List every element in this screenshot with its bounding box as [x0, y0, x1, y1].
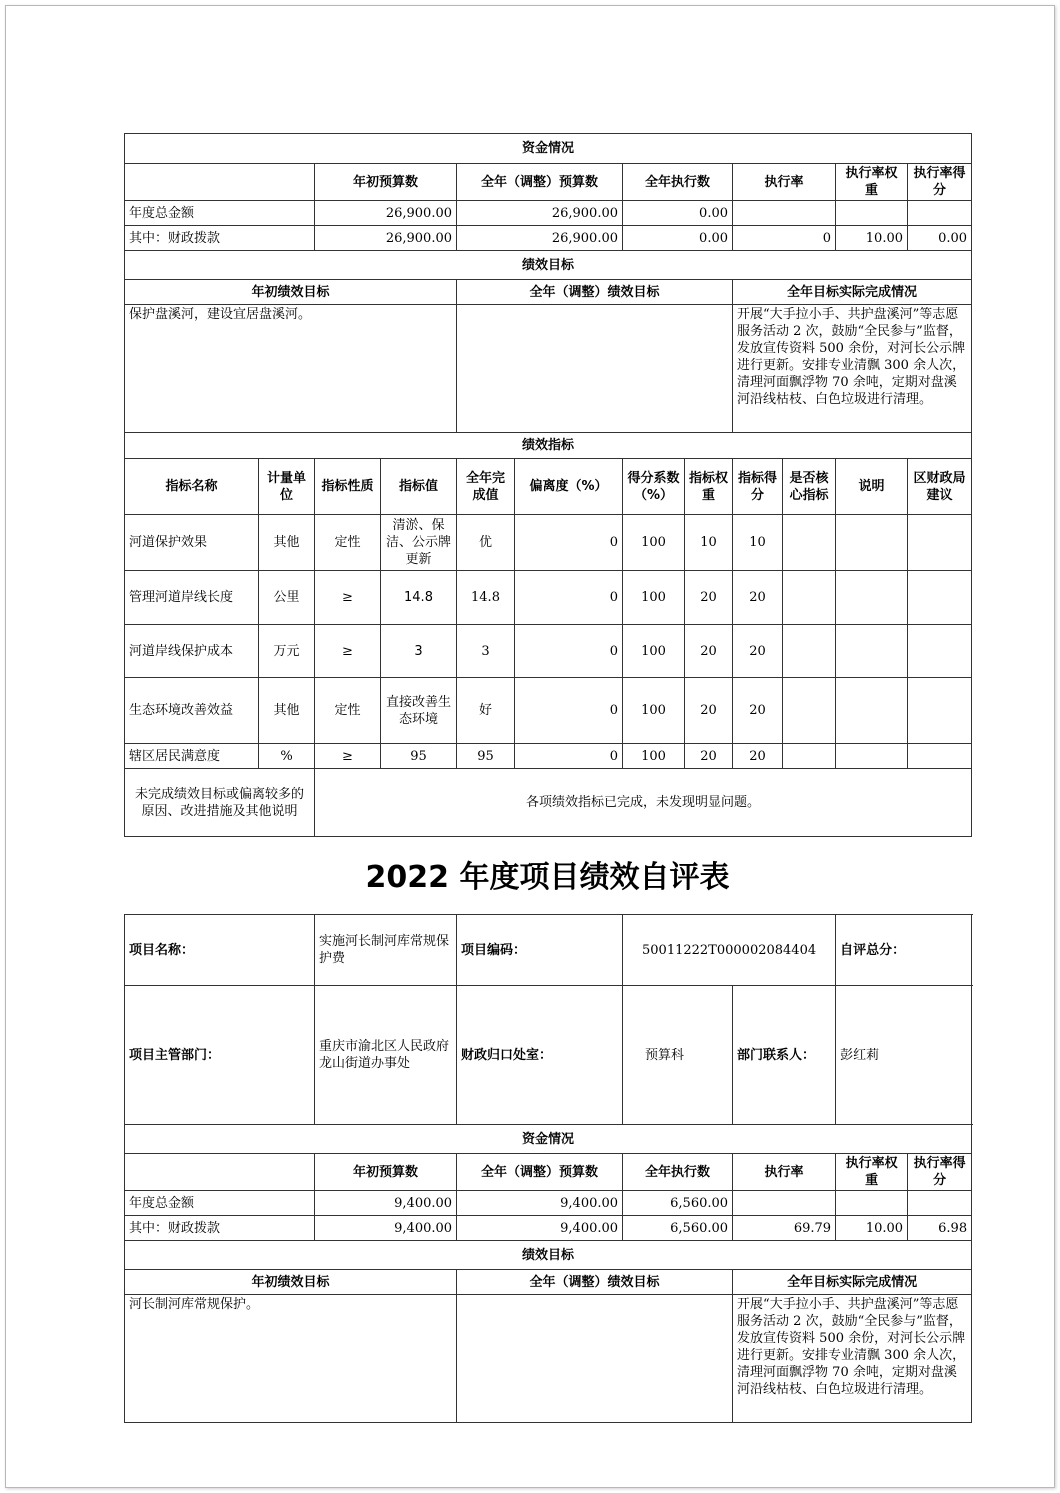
ind-score: 20: [733, 625, 783, 678]
project-code-label: 项目编码：: [457, 915, 623, 986]
funds-initial-value: 9,400.00: [315, 1216, 457, 1241]
goals-col-adjusted: 全年（调整）绩效目标: [457, 280, 733, 305]
ind-done: 95: [457, 744, 515, 769]
indicator-row: [125, 625, 972, 678]
ind-core: [783, 625, 836, 678]
funds-col-rate-score: 执行率得分: [908, 164, 972, 201]
ind-coefficient: 100: [623, 678, 685, 744]
funds-col-initial: 年初预算数: [315, 1154, 457, 1191]
reason-text: 各项绩效指标已完成，未发现明显问题。: [315, 769, 972, 837]
goal-actual-text: 开展“大手拉小手、共护盘溪河”等志愿服务活动 2 次，鼓励“全民参与”监督，发放宣传资料 500 余份，对河长公示牌进行更新。安排专业清飘 300 余人次，清理河面飘浮物 70 余吨，定期对盘溪河沿线枯枝、白色垃圾进行清理。: [733, 305, 972, 433]
ind-advice: [908, 744, 972, 769]
goal-actual-text: 开展“大手拉小手、共护盘溪河”等志愿服务活动 2 次，鼓励“全民参与”监督，发放宣传资料 500 余份，对河长公示牌进行更新。安排专业清飘 300 余人次，清理河面飘浮物 70 余吨，定期对盘溪河沿线枯枝、白色垃圾进行清理。: [733, 1295, 972, 1423]
ind-value: 清淤、保洁、公示牌更新: [381, 515, 457, 571]
ind-done: 3: [457, 625, 515, 678]
funds-col-rate-score: 执行率得分: [908, 1154, 972, 1191]
funds-initial-value: 9,400.00: [315, 1191, 457, 1216]
ind-col-nature: 指标性质: [315, 459, 381, 515]
ind-deviation: 0: [515, 515, 623, 571]
goals-col-initial: 年初绩效目标: [125, 1270, 457, 1295]
funds-row-fiscal: [125, 1216, 972, 1241]
ind-advice: [908, 515, 972, 571]
funds-weight-value: 10.00: [836, 1216, 908, 1241]
ind-core: [783, 571, 836, 625]
ind-col-coefficient: 得分系数（%）: [623, 459, 685, 515]
ind-deviation: 0: [515, 571, 623, 625]
funds-corner-cell: [125, 1154, 315, 1191]
ind-col-note: 说明: [836, 459, 908, 515]
goals-col-initial: 年初绩效目标: [125, 280, 457, 305]
ind-note: [836, 625, 908, 678]
ind-unit: 其他: [259, 678, 315, 744]
ind-name: 河道保护效果: [125, 515, 259, 571]
funds-score-value: 0.00: [908, 226, 972, 251]
funds-row-label: 其中：财政拨款: [125, 226, 315, 251]
ind-note: [836, 744, 908, 769]
funds-adjusted-value: 26,900.00: [457, 201, 623, 226]
indicator-row: [125, 744, 972, 769]
ind-unit: 公里: [259, 571, 315, 625]
goal-adjusted-text: [457, 305, 733, 433]
ind-nature: ≥: [315, 744, 381, 769]
funds-executed-value: 6,560.00: [623, 1191, 733, 1216]
performance-table-2: [124, 914, 972, 1423]
office-label: 财政归口处室：: [457, 986, 623, 1125]
ind-score: 20: [733, 571, 783, 625]
ind-note: [836, 678, 908, 744]
self-score-label: 自评总分：: [836, 915, 972, 986]
ind-weight: 10: [685, 515, 733, 571]
ind-advice: [908, 678, 972, 744]
ind-col-score: 指标得分: [733, 459, 783, 515]
ind-value: 直接改善生态环境: [381, 678, 457, 744]
indicator-row: [125, 678, 972, 744]
ind-coefficient: 100: [623, 625, 685, 678]
ind-col-weight: 指标权重: [685, 459, 733, 515]
ind-weight: 20: [685, 678, 733, 744]
page-title: 2022 年度项目绩效自评表: [365, 860, 730, 895]
ind-name: 生态环境改善效益: [125, 678, 259, 744]
project-code-value: 50011222T000002084404: [623, 915, 836, 986]
ind-done: 14.8: [457, 571, 515, 625]
goal-adjusted-text: [457, 1295, 733, 1423]
ind-core: [783, 678, 836, 744]
funds-row-total: [125, 1191, 972, 1216]
ind-deviation: 0: [515, 744, 623, 769]
funds-row-total: [125, 201, 972, 226]
indicator-row: [125, 515, 972, 571]
ind-col-deviation: 偏离度（%）: [515, 459, 623, 515]
funds-executed-value: 0.00: [623, 201, 733, 226]
goal-initial-text: 河长制河库常规保护。: [125, 1295, 457, 1423]
ind-score: 10: [733, 515, 783, 571]
funds-col-initial: 年初预算数: [315, 164, 457, 201]
indicators-section-header: 绩效指标: [125, 433, 972, 459]
ind-unit: %: [259, 744, 315, 769]
goal-initial-text: 保护盘溪河，建设宜居盘溪河。: [125, 305, 457, 433]
goals-col-adjusted: 全年（调整）绩效目标: [457, 1270, 733, 1295]
contact-value: 彭红莉: [836, 986, 972, 1125]
ind-coefficient: 100: [623, 744, 685, 769]
ind-name: 管理河道岸线长度: [125, 571, 259, 625]
project-name-label: 项目名称：: [125, 915, 315, 986]
performance-table-1: [124, 133, 972, 837]
funds-col-rate: 执行率: [733, 164, 836, 201]
ind-name: 辖区居民满意度: [125, 744, 259, 769]
ind-unit: 万元: [259, 625, 315, 678]
ind-weight: 20: [685, 744, 733, 769]
funds-score-value: 6.98: [908, 1216, 972, 1241]
office-value: 预算科: [623, 986, 733, 1125]
funds-col-executed: 全年执行数: [623, 164, 733, 201]
funds-col-adjusted: 全年（调整）预算数: [457, 1154, 623, 1191]
funds-executed-value: 6,560.00: [623, 1216, 733, 1241]
ind-note: [836, 515, 908, 571]
indicator-row: [125, 571, 972, 625]
funds-score-value: [908, 201, 972, 226]
ind-col-value: 指标值: [381, 459, 457, 515]
funds-row-label: 年度总金额: [125, 1191, 315, 1216]
funds-col-executed: 全年执行数: [623, 1154, 733, 1191]
ind-score: 20: [733, 744, 783, 769]
funds-adjusted-value: 9,400.00: [457, 1191, 623, 1216]
ind-deviation: 0: [515, 678, 623, 744]
funds-col-rate-weight: 执行率权重: [836, 1154, 908, 1191]
ind-weight: 20: [685, 571, 733, 625]
ind-score: 20: [733, 678, 783, 744]
ind-coefficient: 100: [623, 515, 685, 571]
ind-col-unit: 计量单位: [259, 459, 315, 515]
ind-value: 14.8: [381, 571, 457, 625]
project-name-value: 实施河长制河库常规保护费: [315, 915, 457, 986]
ind-core: [783, 515, 836, 571]
funds-adjusted-value: 26,900.00: [457, 226, 623, 251]
funds-rate-value: [733, 201, 836, 226]
funds-initial-value: 26,900.00: [315, 226, 457, 251]
reason-label: 未完成绩效目标或偏离较多的原因、改进措施及其他说明: [125, 769, 315, 837]
funds-row-fiscal: [125, 226, 972, 251]
funds-corner-cell: [125, 164, 315, 201]
funds-col-rate: 执行率: [733, 1154, 836, 1191]
funds-rate-value: [733, 1191, 836, 1216]
contact-label: 部门联系人：: [733, 986, 836, 1125]
ind-advice: [908, 571, 972, 625]
funds-score-value: [908, 1191, 972, 1216]
ind-col-advice: 区财政局建议: [908, 459, 972, 515]
ind-done: 好: [457, 678, 515, 744]
funds-weight-value: 10.00: [836, 226, 908, 251]
funds-adjusted-value: 9,400.00: [457, 1216, 623, 1241]
funds-weight-value: [836, 1191, 908, 1216]
ind-note: [836, 571, 908, 625]
ind-nature: ≥: [315, 571, 381, 625]
ind-value: 3: [381, 625, 457, 678]
ind-col-name: 指标名称: [125, 459, 259, 515]
goals-section-header: 绩效目标: [125, 251, 972, 280]
dept-label: 项目主管部门：: [125, 986, 315, 1125]
funds-weight-value: [836, 201, 908, 226]
ind-unit: 其他: [259, 515, 315, 571]
ind-weight: 20: [685, 625, 733, 678]
ind-nature: 定性: [315, 678, 381, 744]
ind-nature: ≥: [315, 625, 381, 678]
funds-col-rate-weight: 执行率权重: [836, 164, 908, 201]
funds-col-adjusted: 全年（调整）预算数: [457, 164, 623, 201]
ind-nature: 定性: [315, 515, 381, 571]
funds-executed-value: 0.00: [623, 226, 733, 251]
ind-core: [783, 744, 836, 769]
funds-rate-value: 69.79: [733, 1216, 836, 1241]
goals-col-actual: 全年目标实际完成情况: [733, 280, 972, 305]
funds-section-header: 资金情况: [125, 134, 972, 164]
ind-value: 95: [381, 744, 457, 769]
ind-name: 河道岸线保护成本: [125, 625, 259, 678]
funds-row-label: 其中：财政拨款: [125, 1216, 315, 1241]
ind-deviation: 0: [515, 625, 623, 678]
ind-done: 优: [457, 515, 515, 571]
ind-advice: [908, 625, 972, 678]
funds-initial-value: 26,900.00: [315, 201, 457, 226]
goals-section-header: 绩效目标: [125, 1241, 972, 1270]
funds-section-header: 资金情况: [125, 1125, 972, 1154]
dept-value: 重庆市渝北区人民政府龙山街道办事处: [315, 986, 457, 1125]
ind-col-core: 是否核心指标: [783, 459, 836, 515]
ind-col-done: 全年完成值: [457, 459, 515, 515]
funds-row-label: 年度总金额: [125, 201, 315, 226]
funds-rate-value: 0: [733, 226, 836, 251]
ind-coefficient: 100: [623, 571, 685, 625]
goals-col-actual: 全年目标实际完成情况: [733, 1270, 972, 1295]
